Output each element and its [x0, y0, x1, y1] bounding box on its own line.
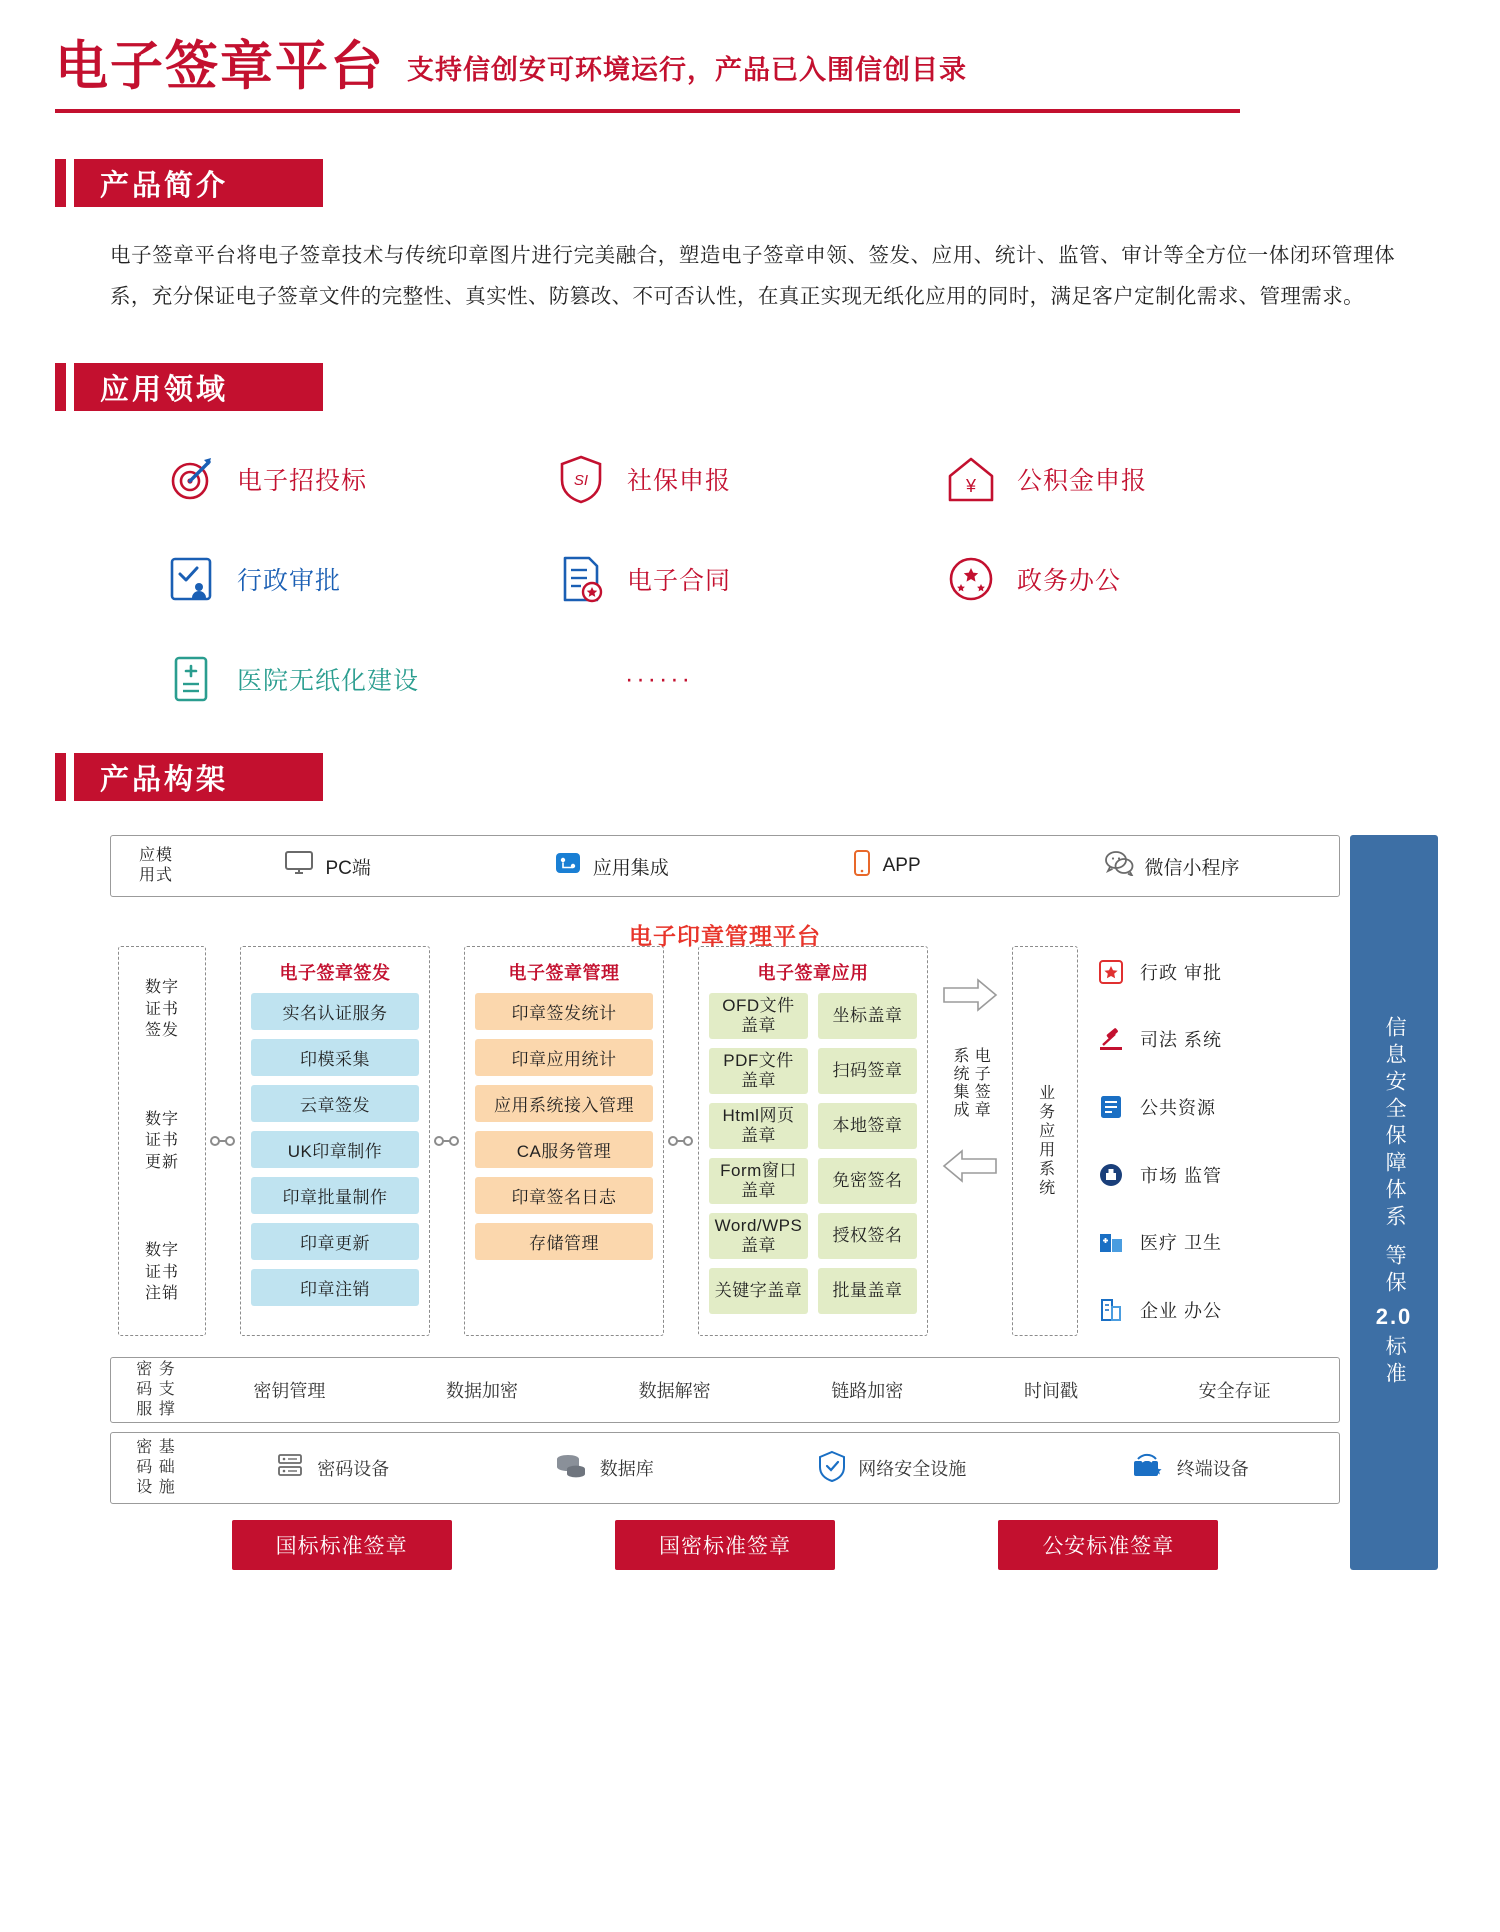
- group-item[interactable]: CA服务管理: [475, 1131, 653, 1168]
- hospital-icon: [165, 653, 217, 705]
- infra-label: 密码设备: [317, 1459, 390, 1479]
- security-sidebar-line1: 信息安全保障体系: [1383, 1015, 1407, 1232]
- section-title-box: [74, 159, 323, 207]
- star-badge-icon: [1096, 957, 1126, 987]
- industry-label: 司法 系统: [1140, 1030, 1223, 1051]
- crypto-service-item: 数据解密: [638, 1381, 711, 1401]
- group-item[interactable]: UK印章制作: [251, 1131, 419, 1168]
- domain-label: 电子合同: [627, 567, 732, 595]
- industry-list: [1078, 946, 1332, 1336]
- section-header-domain: [55, 363, 323, 411]
- platform-title: 电子印章管理平台: [629, 923, 821, 949]
- group-item[interactable]: 印章签名日志: [475, 1177, 653, 1214]
- platform-row: [110, 906, 1340, 1348]
- infra-item-database: [554, 1451, 654, 1486]
- crypto-service-item: 安全存证: [1198, 1381, 1271, 1401]
- medical-icon: [1096, 1227, 1126, 1257]
- group-item[interactable]: 印章批量制作: [251, 1177, 419, 1214]
- infra-item-network-security: [818, 1450, 966, 1487]
- access-item-app: [852, 849, 921, 883]
- crypto-service-item: 密钥管理: [253, 1381, 326, 1401]
- group-item[interactable]: 云章签发: [251, 1085, 419, 1122]
- infra-item-terminal: [1131, 1451, 1249, 1486]
- domain-item-bidding: [165, 453, 555, 505]
- security-sidebar-line3: 标准: [1383, 1335, 1407, 1390]
- public-resource-icon: [1096, 1092, 1126, 1122]
- access-item-integration: [554, 850, 669, 882]
- group-title: 电子签章应用: [757, 963, 869, 983]
- page-subtitle: 支持信创安可环境运行，产品已入围信创目录: [407, 55, 967, 85]
- group-item[interactable]: 实名认证服务: [251, 993, 419, 1030]
- app-item[interactable]: 授权签名: [818, 1213, 917, 1259]
- domain-label: 行政审批: [237, 567, 342, 595]
- standard-button-gb[interactable]: 国标标准签章: [232, 1520, 452, 1570]
- domain-spacer: [945, 653, 1335, 705]
- architecture-diagram: [110, 835, 1440, 1570]
- infra-label: 数据库: [599, 1459, 654, 1479]
- integration-bridge: [928, 978, 1012, 1336]
- access-mode-items: [193, 849, 1331, 883]
- section-title-arch: 产品构架: [100, 763, 229, 796]
- domain-row: [165, 653, 1345, 705]
- industry-label: 企业 办公: [1140, 1301, 1223, 1322]
- page-header: [55, 0, 1445, 96]
- domain-grid: [165, 453, 1345, 705]
- security-system-sidebar: [1350, 835, 1438, 1570]
- section-header-arch: [55, 753, 323, 801]
- domain-label: 公积金申报: [1017, 467, 1148, 495]
- group-item[interactable]: 印章签发统计: [475, 993, 653, 1030]
- chain-link-icon: [206, 946, 240, 1336]
- intro-paragraph: 电子签章平台将电子签章技术与传统印章图片进行完美融合，塑造电子签章申领、签发、应用、统计、监管、审计等全方位一体闭环管理体系，充分保证电子签章文件的完整性、真实性、防篡改、不可否认性，在真正实现无纸化应用的同时，满足客户定制化需求、管理需求。: [110, 244, 1395, 308]
- bridge-label-seal: 电子签章: [972, 1047, 990, 1119]
- industry-item-enterprise: [1096, 1295, 1332, 1325]
- standard-button-ga[interactable]: 公安标准签章: [998, 1520, 1218, 1570]
- crypto-service-label: 密 务 码 支 服 撑: [136, 1361, 176, 1418]
- group-item[interactable]: 印章应用统计: [475, 1039, 653, 1076]
- domain-item-housing-fund: [945, 453, 1335, 505]
- domain-row: [165, 553, 1345, 605]
- approval-check-icon: [165, 553, 217, 605]
- domain-label: 医院无纸化建设: [237, 667, 420, 695]
- crypto-service-items: [193, 1377, 1331, 1403]
- bridge-label-integration: 系统集成: [951, 1047, 968, 1119]
- market-supervision-icon: [1096, 1160, 1126, 1190]
- arrow-right-icon: [942, 978, 998, 1017]
- group-application: [698, 946, 928, 1336]
- domain-item-approval: [165, 553, 555, 605]
- wechat-icon: [1104, 850, 1134, 882]
- industry-item-public-resource: [1096, 1092, 1332, 1122]
- monitor-icon: [284, 850, 314, 882]
- app-item[interactable]: OFD文件 盖章: [709, 993, 808, 1039]
- app-item[interactable]: Form窗口 盖章: [709, 1158, 808, 1204]
- header-divider: [55, 109, 1240, 113]
- architecture-main: [110, 835, 1340, 1570]
- group-issue: [240, 946, 430, 1336]
- access-item-label: 微信小程序: [1144, 857, 1240, 879]
- group-item[interactable]: 应用系统接入管理: [475, 1085, 653, 1122]
- terminal-icon: [1131, 1451, 1165, 1486]
- access-mode-label: 应模 用式: [138, 847, 173, 884]
- app-group-right: [818, 993, 917, 1323]
- house-yuan-icon: [945, 453, 997, 505]
- database-icon: [554, 1451, 588, 1486]
- section-accent-bar: [55, 363, 66, 411]
- crypto-infra-items: [193, 1450, 1331, 1487]
- group-manage: [464, 946, 664, 1336]
- access-item-label: APP: [882, 855, 921, 876]
- industry-item-approval: [1096, 957, 1332, 987]
- industry-item-market-supervision: [1096, 1160, 1332, 1190]
- enterprise-icon: [1096, 1295, 1126, 1325]
- industry-item-judicial: [1096, 1024, 1332, 1054]
- group-item[interactable]: 印章更新: [251, 1223, 419, 1260]
- app-item[interactable]: 批量盖章: [818, 1268, 917, 1314]
- security-sidebar-number: 2.0: [1375, 1303, 1413, 1329]
- access-item-label: PC端: [325, 857, 371, 879]
- arrow-left-icon: [942, 1149, 998, 1188]
- integration-icon: [554, 850, 582, 882]
- access-item-pc: [284, 850, 370, 882]
- infra-label: 终端设备: [1176, 1459, 1249, 1479]
- crypto-service-item: 时间戳: [1023, 1381, 1078, 1401]
- svg-text:¥: ¥: [965, 476, 977, 496]
- app-group-left: [709, 993, 808, 1323]
- business-system-column: [1012, 946, 1078, 1336]
- cert-item-issue: 数字 证书 签发: [144, 979, 179, 1040]
- circle-stars-icon: [945, 553, 997, 605]
- mobile-app-icon: [852, 849, 872, 883]
- domain-item-hospital: [165, 653, 555, 705]
- cert-item-revoke: 数字 证书 注销: [144, 1241, 179, 1303]
- app-item[interactable]: Html网页 盖章: [709, 1103, 808, 1149]
- group-title: 电子签章签发: [279, 963, 391, 983]
- infra-label: 网络安全设施: [858, 1459, 967, 1479]
- section-accent-bar: [55, 159, 66, 207]
- domain-label: 政务办公: [1017, 567, 1122, 595]
- domain-item-social-security: [555, 453, 945, 505]
- domain-label: 社保申报: [627, 467, 732, 495]
- section-title-box: [74, 753, 323, 801]
- cert-item-update: 数字 证书 更新: [144, 1110, 179, 1171]
- crypto-service-item: 链路加密: [831, 1381, 904, 1401]
- domain-ellipsis: ······: [625, 664, 693, 693]
- bridge-labels: [950, 1047, 990, 1119]
- app-item[interactable]: PDF文件 盖章: [709, 1048, 808, 1094]
- crypto-service-item: 数据加密: [445, 1381, 518, 1401]
- section-title-box: [74, 363, 323, 411]
- svg-text:SI: SI: [573, 472, 589, 489]
- security-sidebar-line2: 等保: [1383, 1243, 1407, 1298]
- industry-label: 市场 监管: [1140, 1165, 1223, 1186]
- section-title-domain: 应用领域: [100, 373, 229, 406]
- server-icon: [275, 1451, 305, 1486]
- section-header-intro: [55, 159, 323, 207]
- app-item[interactable]: 扫码签章: [818, 1048, 917, 1094]
- industry-label: 行政 审批: [1140, 962, 1223, 983]
- access-item-label: 应用集成: [592, 857, 669, 879]
- access-mode-row: [110, 835, 1340, 897]
- standard-button-gm[interactable]: 国密标准签章: [615, 1520, 835, 1570]
- app-item[interactable]: 关键字盖章: [709, 1268, 808, 1314]
- domain-item-contract: [555, 553, 945, 605]
- industry-label: 公共资源: [1140, 1098, 1216, 1119]
- shield-si-icon: [555, 453, 607, 505]
- gavel-icon: [1096, 1024, 1126, 1054]
- group-title: 电子签章管理: [508, 963, 620, 983]
- certificate-column: [118, 946, 206, 1336]
- group-item[interactable]: 印模采集: [251, 1039, 419, 1076]
- group-item[interactable]: 印章注销: [251, 1269, 419, 1306]
- crypto-service-row: [110, 1357, 1340, 1423]
- industry-label: 医疗 卫生: [1140, 1233, 1223, 1254]
- business-system-label: 业务应用系统: [1036, 1084, 1054, 1198]
- industry-item-medical: [1096, 1227, 1332, 1257]
- domain-ellipsis-wrap: [555, 653, 945, 705]
- section-title-intro: 产品简介: [100, 169, 229, 202]
- infra-item-crypto-device: [275, 1451, 389, 1486]
- group-item[interactable]: 存储管理: [475, 1223, 653, 1260]
- domain-label: 电子招投标: [237, 467, 368, 495]
- shield-net-icon: [818, 1450, 846, 1487]
- app-item[interactable]: Word/WPS 盖章: [709, 1213, 808, 1259]
- contract-star-icon: [555, 553, 607, 605]
- chain-link-icon: [664, 946, 698, 1336]
- domain-row: [165, 453, 1345, 505]
- target-icon: [165, 453, 217, 505]
- chain-link-icon: [430, 946, 464, 1336]
- app-item[interactable]: 免密签名: [818, 1158, 917, 1204]
- domain-item-government: [945, 553, 1335, 605]
- crypto-infra-row: [110, 1432, 1340, 1504]
- app-item[interactable]: 本地签章: [818, 1103, 917, 1149]
- access-item-wechat: [1104, 850, 1240, 882]
- crypto-infra-label: 密 基 码 础 设 施: [136, 1439, 176, 1496]
- section-accent-bar: [55, 753, 66, 801]
- app-group-columns: [709, 993, 917, 1323]
- app-item[interactable]: 坐标盖章: [818, 993, 917, 1039]
- standard-buttons: [110, 1520, 1340, 1570]
- page-title: 电子签章平台: [55, 37, 385, 96]
